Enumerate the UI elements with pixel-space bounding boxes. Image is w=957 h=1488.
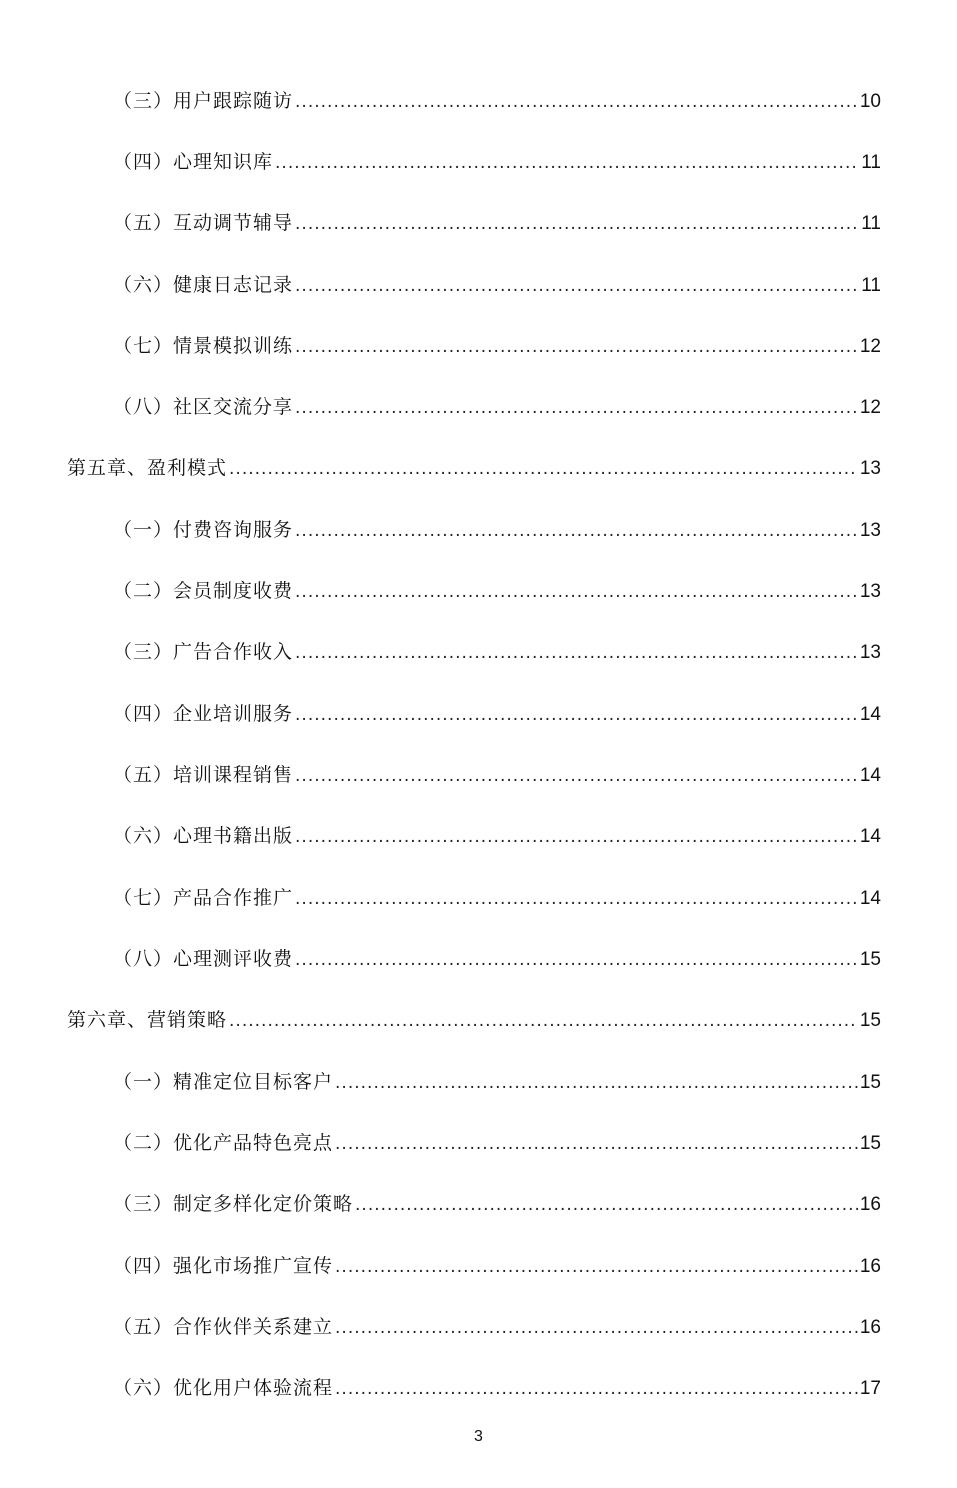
toc-entry[interactable] <box>113 1251 881 1281</box>
toc-entry-page: 15 <box>859 1133 881 1154</box>
toc-entry-page: 15 <box>859 1072 881 1093</box>
toc-entry-title: （二）会员制度收费 <box>113 580 294 602</box>
toc-entry-page: 15 <box>859 1010 881 1031</box>
toc-chapter-entry[interactable] <box>67 453 881 483</box>
toc-leader-dots <box>335 1374 858 1404</box>
toc-entry-title: （八）心理测评收费 <box>113 948 294 970</box>
toc-entry-title: （五）培训课程销售 <box>113 764 294 786</box>
toc-entry-title: （五）互动调节辅导 <box>113 212 294 234</box>
toc-entry[interactable] <box>113 576 881 606</box>
toc-entry-page: 16 <box>859 1256 881 1277</box>
toc-entry[interactable] <box>113 760 881 790</box>
toc-entry[interactable] <box>113 1312 881 1342</box>
toc-entry-page: 13 <box>859 581 881 602</box>
page-number: 3 <box>474 1428 483 1445</box>
toc-leader-dots <box>295 638 858 668</box>
toc-leader-dots <box>295 393 858 423</box>
toc-entry-title: （八）社区交流分享 <box>113 396 294 418</box>
toc-leader-dots <box>295 271 859 301</box>
toc-entry-title: 第五章、盈利模式 <box>67 457 228 479</box>
toc-entry[interactable] <box>113 331 881 361</box>
toc-entry[interactable] <box>113 637 881 667</box>
toc-entry-title: （一）付费咨询服务 <box>113 519 294 541</box>
toc-leader-dots <box>229 454 858 484</box>
toc-leader-dots <box>229 1006 858 1036</box>
toc-entry-title: （七）情景模拟训练 <box>113 335 294 357</box>
toc-entry-title: （四）强化市场推广宣传 <box>113 1255 334 1277</box>
toc-entry[interactable] <box>113 208 881 238</box>
toc-leader-dots <box>275 148 859 178</box>
toc-entry[interactable] <box>113 392 881 422</box>
toc-entry[interactable] <box>113 1067 881 1097</box>
toc-entry-page: 13 <box>859 458 881 479</box>
toc-entry-title: 第六章、营销策略 <box>67 1009 228 1031</box>
toc-entry-page: 13 <box>859 520 881 541</box>
toc-entry-page: 12 <box>859 336 881 357</box>
toc-entry[interactable] <box>113 147 881 177</box>
toc-entry-page: 11 <box>861 152 881 173</box>
toc-entry-title: （六）心理书籍出版 <box>113 825 294 847</box>
toc-entry-page: 13 <box>859 642 881 663</box>
toc-entry[interactable] <box>113 1189 881 1219</box>
toc-leader-dots <box>335 1068 858 1098</box>
toc-leader-dots <box>335 1313 858 1343</box>
toc-entry-title: （一）精准定位目标客户 <box>113 1071 334 1093</box>
toc-entry-page: 16 <box>859 1317 881 1338</box>
toc-entry-title: （四）心理知识库 <box>113 151 274 173</box>
toc-leader-dots <box>295 761 858 791</box>
toc-leader-dots <box>295 945 858 975</box>
toc-leader-dots <box>295 822 858 852</box>
toc-entry-title: （二）优化产品特色亮点 <box>113 1132 334 1154</box>
toc-entry[interactable] <box>113 1373 881 1403</box>
toc-entry-title: （三）用户跟踪随访 <box>113 90 294 112</box>
toc-entry-page: 14 <box>859 826 881 847</box>
toc-entry[interactable] <box>113 270 881 300</box>
toc-leader-dots <box>295 577 858 607</box>
toc-entry-page: 11 <box>861 275 881 296</box>
toc-leader-dots <box>335 1252 858 1282</box>
toc-entry[interactable] <box>113 86 881 116</box>
toc-entry-page: 16 <box>859 1194 881 1215</box>
toc-leader-dots <box>335 1129 858 1159</box>
toc-entry-page: 14 <box>859 704 881 725</box>
toc-entry-title: （七）产品合作推广 <box>113 887 294 909</box>
toc-entry[interactable] <box>113 515 881 545</box>
toc-leader-dots <box>295 87 858 117</box>
toc-entry-title: （三）广告合作收入 <box>113 641 294 663</box>
toc-entry-title: （四）企业培训服务 <box>113 703 294 725</box>
toc-entry-page: 14 <box>859 765 881 786</box>
toc-entry-page: 15 <box>859 949 881 970</box>
toc-entry-title: （五）合作伙伴关系建立 <box>113 1316 334 1338</box>
toc-entry[interactable] <box>113 883 881 913</box>
toc-leader-dots <box>355 1190 858 1220</box>
toc-leader-dots <box>295 884 858 914</box>
toc-entry[interactable] <box>113 944 881 974</box>
toc-entry-page: 10 <box>859 91 881 112</box>
toc-entry[interactable] <box>113 699 881 729</box>
toc-leader-dots <box>295 209 859 239</box>
toc-chapter-entry[interactable] <box>67 1005 881 1035</box>
toc-leader-dots <box>295 700 858 730</box>
toc-entry-page: 12 <box>859 397 881 418</box>
toc-entry-page: 17 <box>859 1378 881 1399</box>
toc-entry-page: 14 <box>859 888 881 909</box>
toc-entry-title: （六）健康日志记录 <box>113 274 294 296</box>
toc-entry-page: 11 <box>861 213 881 234</box>
toc-entry[interactable] <box>113 821 881 851</box>
toc-entry[interactable] <box>113 1128 881 1158</box>
toc-leader-dots <box>295 516 858 546</box>
toc-entry-title: （六）优化用户体验流程 <box>113 1377 334 1399</box>
toc-leader-dots <box>295 332 858 362</box>
toc-entry-title: （三）制定多样化定价策略 <box>113 1193 354 1215</box>
